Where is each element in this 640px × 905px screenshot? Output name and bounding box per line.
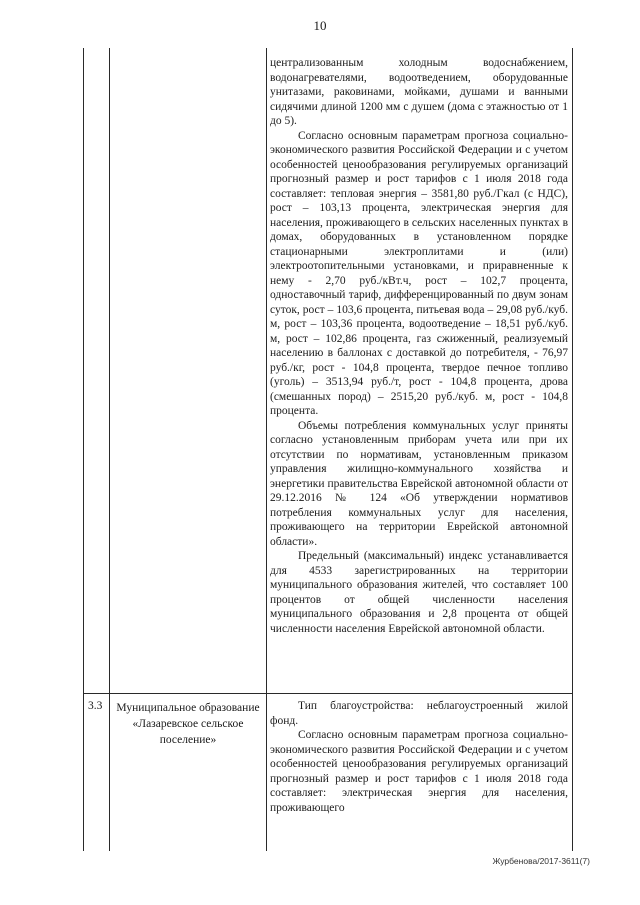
table-border-left	[83, 48, 84, 851]
paragraph-index: Предельный (максимальный) индекс устанавливается для 4533 зарегистрированных на территории муниципального образования жителей, что составляет 100 процентов от общей численности населения муниципального образования и 2,8 процента от общей численности населения Еврейской автономной области.	[270, 550, 568, 635]
table-cell-municipality: Муниципальное образование «Лазаревское сельское поселение»	[116, 702, 260, 746]
paragraph-amenities: централизованным холодным водоснабжением, водонагревателями, водоотведением, оборудованные унитазами, раковинами, мойками, душами и ванными сидячими длиной 1200 мм с душем (дома с этажностью от 1 до 5).	[270, 57, 568, 127]
paragraph-tariffs: Согласно основным параметрам прогноза социально-экономического развития Российской Федерации и с учетом особенностей ценообразования регулируемых организаций прогнозный размер и рост тарифов с 1 июля 2018 года составляет: тепловая энергия – 3581,80 руб./Гкал (с НДС), рост – 103,13 процента, электрическая энергия для населения, проживающего в сельских населенных пунктах в домах, оборудованных в установленном порядке стационарными электроплитами и (или) электроотопительными установками, и приравненные к нему - 2,70 руб./кВт.ч, рост – 102,7 процента, одноставочный тариф, дифференцированный по двум зонам суток, рост – 103,6 процента, питьевая вода – 29,08 руб./куб. м, рост – 103,36 процента, водоотведение – 18,51 руб./куб. м, рост – 102,86 процента, газ сжиженный, реализуемый населению в баллонах с доставкой до потребителя, - 76,97 руб./кг, рост - 104,8 процента, твердое печное топливо (уголь) – 3513,94 руб./т, рост - 104,8 процента, дрова (смешанных пород) – 2515,20 руб./куб. м, рост - 104,8 процента.	[270, 129, 568, 417]
page-number: 10	[313, 18, 327, 33]
table-border-col2	[109, 48, 110, 851]
paragraph-housing-type: Тип благоустройства: неблагоустроенный жилой фонд.	[270, 700, 568, 727]
table-cell-number: 3.3	[88, 700, 103, 712]
paragraph-consumption: Объемы потребления коммунальных услуг приняты согласно установленным приборам учета или при их отсутствии по нормативам, установленным приказом управления жилищно-коммунального хозяйства и энергетики правительства Еврейской автономной области от 29.12.2016 № 124 «Об утверждении нормативов потребления коммунальных услуг для населения, проживающего на территории Еврейской автономной области».	[270, 419, 568, 548]
table-cell-description-33	[270, 699, 568, 815]
footer-reference: Журбенова/2017-3611(7)	[492, 856, 590, 866]
table-border-right	[572, 48, 573, 851]
table-cell-description-top	[270, 56, 568, 636]
table-row-divider	[83, 693, 573, 694]
table-border-col3	[266, 48, 267, 851]
paragraph-tariffs-33: Согласно основным параметрам прогноза социально-экономического развития Российской Федерации и с учетом особенностей ценообразования регулируемых организаций прогнозный размер и рост тарифов с 1 июля 2018 года составляет: электрическая энергия для населения, проживающего	[270, 729, 568, 814]
